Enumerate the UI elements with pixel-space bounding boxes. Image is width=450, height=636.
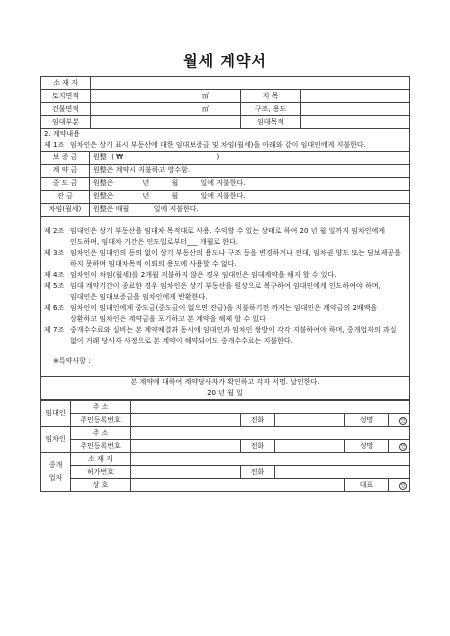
- article-number: 제 3조: [44, 249, 65, 257]
- seal-mark: 인: [400, 482, 406, 489]
- article-number: 제 5조: [44, 282, 65, 290]
- address-value[interactable]: [91, 77, 410, 90]
- broker-label-line1: 중개: [48, 461, 63, 469]
- article-text: 임차인이 임대인에게 중도금(중도금이 없으면 잔금)을 지불하기전 까지는 임대인은 계약금의 2배액을 상환하고 임차인은 계약금을 포기하고 본 계약을 해제 할 수 있다: [70, 304, 378, 323]
- land-area-unit: ㎡: [202, 91, 209, 100]
- payment-value[interactable]: 원整 ( ₩ ): [93, 153, 220, 161]
- payment-value[interactable]: 원整은 계약시 지불하고 영수함.: [93, 166, 191, 174]
- lease-row: [41, 116, 410, 129]
- payment-row-deposit: [41, 152, 409, 164]
- seal-mark: 인: [400, 443, 406, 450]
- lessee-phone-value[interactable]: [275, 440, 345, 453]
- license-label: 허가번호: [71, 466, 131, 479]
- payment-row-interim: [41, 177, 409, 190]
- lessor-id-row: [41, 414, 410, 427]
- article-text: 임차인이 차임(월세)를 2개월 지불하지 않은 경우 임대인은 임대계약을 해지 할 수 있다.: [70, 271, 337, 279]
- license-value[interactable]: [131, 466, 241, 479]
- structure-label: 구조, 용도: [241, 103, 301, 116]
- broker-license-row: [41, 466, 410, 479]
- article-1: [41, 140, 409, 152]
- confirm-statement: 본 계약에 대하여 계약당사자가 확인하고 각자 서명. 날인한다.: [130, 378, 320, 386]
- broker-phone-label: 전화: [241, 466, 275, 479]
- article-text: 임차인은 임대인의 동의 없이 상기 부동산의 용도나 구조 등을 변경하거나 전대, 임차권 양도 또는 담보제공을 하지 못하며 임대차목적 이외의 용도에 사용할 수 없다.: [70, 249, 401, 268]
- payment-label: 차임(월세): [41, 204, 90, 216]
- address-row: [41, 77, 410, 90]
- lessor-name-label: 성명: [345, 414, 389, 427]
- payment-value[interactable]: 원整은 년 월 일에 지불한다.: [93, 179, 246, 187]
- contract-form: [40, 76, 410, 492]
- broker-label-line2: 업자: [48, 474, 63, 482]
- building-area-value[interactable]: [91, 103, 241, 116]
- building-row: [41, 103, 410, 116]
- land-row: [41, 90, 410, 103]
- article-number: 제 4조: [44, 271, 65, 279]
- article-5: [41, 281, 409, 303]
- lessee-address-row: [41, 427, 410, 440]
- broker-address-label: 소 재 지: [71, 453, 131, 466]
- article-3: [41, 248, 409, 270]
- broker-firm-row: [41, 479, 410, 492]
- firm-label: 상 호: [71, 479, 131, 492]
- broker-address-value[interactable]: [131, 453, 410, 466]
- article-4: [41, 270, 409, 281]
- special-terms[interactable]: ※특약사항 :: [53, 357, 91, 365]
- payment-label: 중 도 금: [41, 178, 90, 190]
- lessor-phone-value[interactable]: [275, 414, 345, 427]
- payment-rows: [41, 152, 409, 217]
- land-area-value[interactable]: [91, 90, 241, 103]
- contract-date[interactable]: 20 년 월 일: [207, 389, 243, 397]
- lessor-phone-label: 전화: [241, 414, 275, 427]
- article-number: 제 2조: [44, 227, 65, 235]
- address-label: 소 재 지: [41, 77, 91, 90]
- lessor-label: 임대인: [41, 401, 71, 427]
- structure-value[interactable]: [301, 103, 410, 116]
- property-table: [40, 76, 410, 129]
- article-7: [41, 325, 409, 347]
- payment-row-contract: [41, 164, 409, 177]
- lessor-address-label: 주 소: [71, 401, 131, 414]
- rep-label: 대표: [345, 479, 389, 492]
- lease-purpose-label: 임대목적: [241, 116, 301, 129]
- lessee-phone-label: 전화: [241, 440, 275, 453]
- article-text: 임대 계약기간이 종료한 경우 임차인은 상기 부동산을 원상으로 복구하여 임대인에게 인도하여야 하며, 임대인은 임대보증금을 임차인에게 반환한다.: [70, 282, 381, 301]
- payment-row-rent: [41, 203, 409, 217]
- lease-part-label: 임대부분: [41, 116, 91, 129]
- lessee-name-value[interactable]: [389, 440, 410, 453]
- broker-label: [41, 453, 71, 492]
- building-area-unit: ㎡: [202, 104, 209, 113]
- article-1-text: 임차인은 상기 표시 부동산에 대한 임대보증금 및 차임(월세)을 아래와 같이 임대인에게 지불한다.: [70, 141, 366, 149]
- lessee-id-value[interactable]: [131, 440, 241, 453]
- payment-label: 잔 금: [41, 191, 90, 203]
- lessee-label: 임차인: [41, 427, 71, 453]
- lessee-name-label: 성명: [345, 440, 389, 453]
- land-category-value[interactable]: [301, 90, 410, 103]
- lessee-address-value[interactable]: [131, 427, 410, 440]
- lease-part-value[interactable]: [91, 116, 241, 129]
- contract-content: [40, 129, 410, 400]
- lessor-name-value[interactable]: [389, 414, 410, 427]
- lease-purpose-value[interactable]: [301, 116, 410, 129]
- payment-row-balance: [41, 190, 409, 203]
- broker-address-row: [41, 453, 410, 466]
- lessee-address-label: 주 소: [71, 427, 131, 440]
- rep-value[interactable]: [389, 479, 410, 492]
- article-6: [41, 303, 409, 325]
- article-2: [41, 226, 409, 248]
- parties-table: [40, 400, 410, 492]
- lessor-address-row: [41, 401, 410, 414]
- land-area-label: 토지면적: [41, 90, 91, 103]
- article-1-number: 제 1조: [44, 141, 65, 149]
- payment-label: 보 증 금: [41, 152, 90, 164]
- lessor-address-value[interactable]: [131, 401, 410, 414]
- seal-mark: 인: [400, 417, 406, 424]
- lessor-id-value[interactable]: [131, 414, 241, 427]
- lessor-id-label: 주민등록번호: [71, 414, 131, 427]
- contract-header: 2. 계약내용: [44, 130, 80, 138]
- article-number: 제 7조: [44, 326, 65, 334]
- broker-phone-value[interactable]: [275, 466, 410, 479]
- lessee-id-label: 주민등록번호: [71, 440, 131, 453]
- payment-label: 계 약 금: [41, 165, 90, 177]
- payment-value[interactable]: 원整은 년 월 일에 지불한다.: [93, 192, 246, 200]
- article-text: 중개수수료와 실비는 본 계약체결과 동시에 임대인과 임차인 쌍방이 각각 지불하여야 하며, 중개업자의 과실 없이 거래 당사자 사정으로 본 계약이 해약되어도 중개수수료는 지불한다.: [70, 326, 397, 345]
- land-category-label: 지 목: [241, 90, 301, 103]
- firm-value[interactable]: [131, 479, 345, 492]
- payment-value[interactable]: 원整은 매월 일에 지불한다.: [93, 205, 199, 213]
- lessee-id-row: [41, 440, 410, 453]
- document-title: 월세 계약서: [183, 52, 267, 70]
- article-number: 제 6조: [44, 304, 65, 312]
- article-text: 임대인은 상기 부동산을 임대차 목적대로 사용. 수익할 수 있는 상태로 하여 20 년 월 일까지 임차인에게 인도하며, 임대차 기간은 인도일로부터___ 개월로 한다.: [70, 227, 385, 246]
- building-area-label: 건물면적: [41, 103, 91, 116]
